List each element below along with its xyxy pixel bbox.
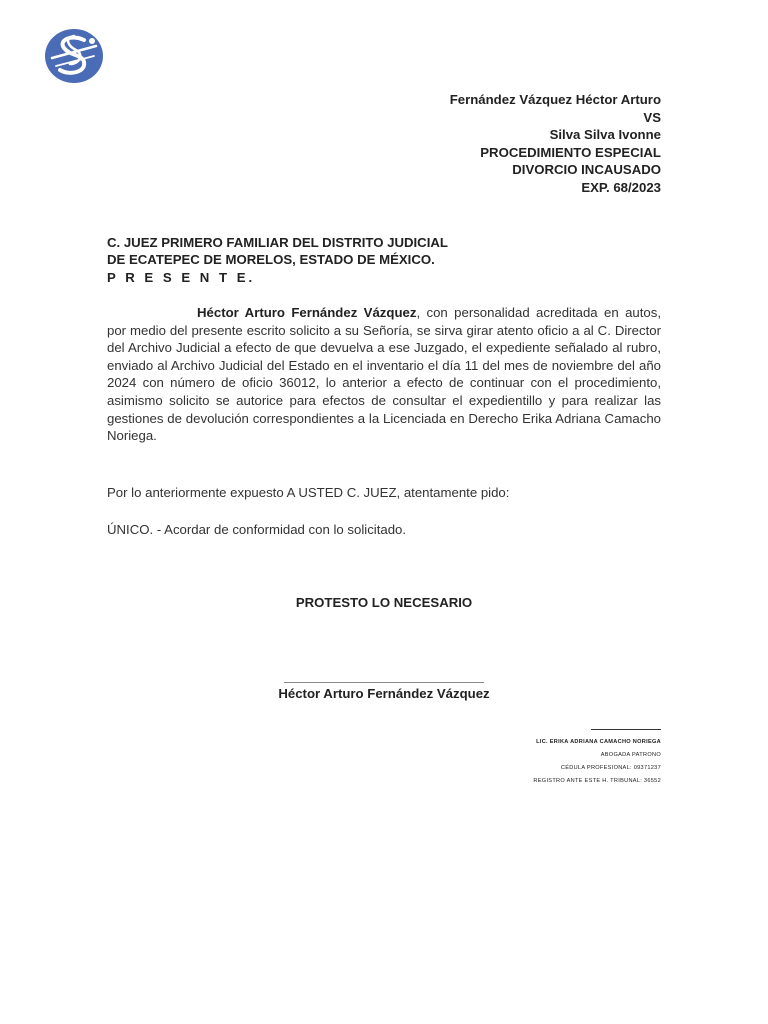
addressee-line-1: C. JUEZ PRIMERO FAMILIAR DEL DISTRITO JUDICIAL [107,235,448,250]
law-firm-logo-icon [44,28,104,84]
lawyer-signature-line [591,729,661,730]
signature-line [284,682,484,683]
petitioner-name: Héctor Arturo Fernández Vázquez [197,305,417,320]
procedure-type: PROCEDIMIENTO ESPECIAL [480,144,661,160]
addressee-block [107,234,448,286]
plaintiff-name: Fernández Vázquez Héctor Arturo [449,92,661,107]
protest-heading: PROTESTO LO NECESARIO [295,595,473,610]
case-type: DIVORCIO INCAUSADO [512,162,661,178]
request-line: Por lo anteriormente expuesto A USTED C. JUEZ, atentamente pido: [107,485,510,500]
single-point: ÚNICO. - Acordar de conformidad con lo solicitado. [107,522,407,537]
versus-label: VS [643,109,661,125]
defendant-name: Silva Silva Ivonne [549,127,661,143]
lawyer-block [533,736,661,788]
file-number: EXP. 68/2023 [581,179,661,195]
lawyer-role: ABOGADA PATRONO [600,752,661,758]
case-caption [450,91,661,197]
addressee-presente: P R E S E N T E. [107,269,256,285]
addressee-line-2: DE ECATEPEC DE MORELOS, ESTADO DE MÉXICO. [107,252,435,268]
lawyer-name: LIC. ERIKA ADRIANA CAMACHO NORIEGA [536,739,661,745]
signer-name: Héctor Arturo Fernández Vázquez [278,686,490,701]
lawyer-license: CÉDULA PROFESIONAL: 09371237 [560,765,661,771]
paragraph-text: , con personalidad acreditada en autos, por medio del presente escrito solicito a su Señoría, se sirva girar atento oficio a al C. Director del Archivo Judicial a efecto de que devuelva a ese Juzgado, el expediente señalado al rubro, enviado al Archivo Judicial del Estado en el inventario el día 11 del mes de noviembre del año 2024 con número de oficio 36012, lo anterior a efecto de continuar con el procedimiento, asimismo solicito se autorice para efectos de consultar el expedientillo y para realizar las gestiones de devolución correspondientes a la Licenciada en Derecho Erika Adriana Camacho Noriega. [107,305,661,444]
main-paragraph [107,304,661,445]
lawyer-registry: REGISTRO ANTE ESTE H. TRIBUNAL: 36552 [533,778,661,784]
